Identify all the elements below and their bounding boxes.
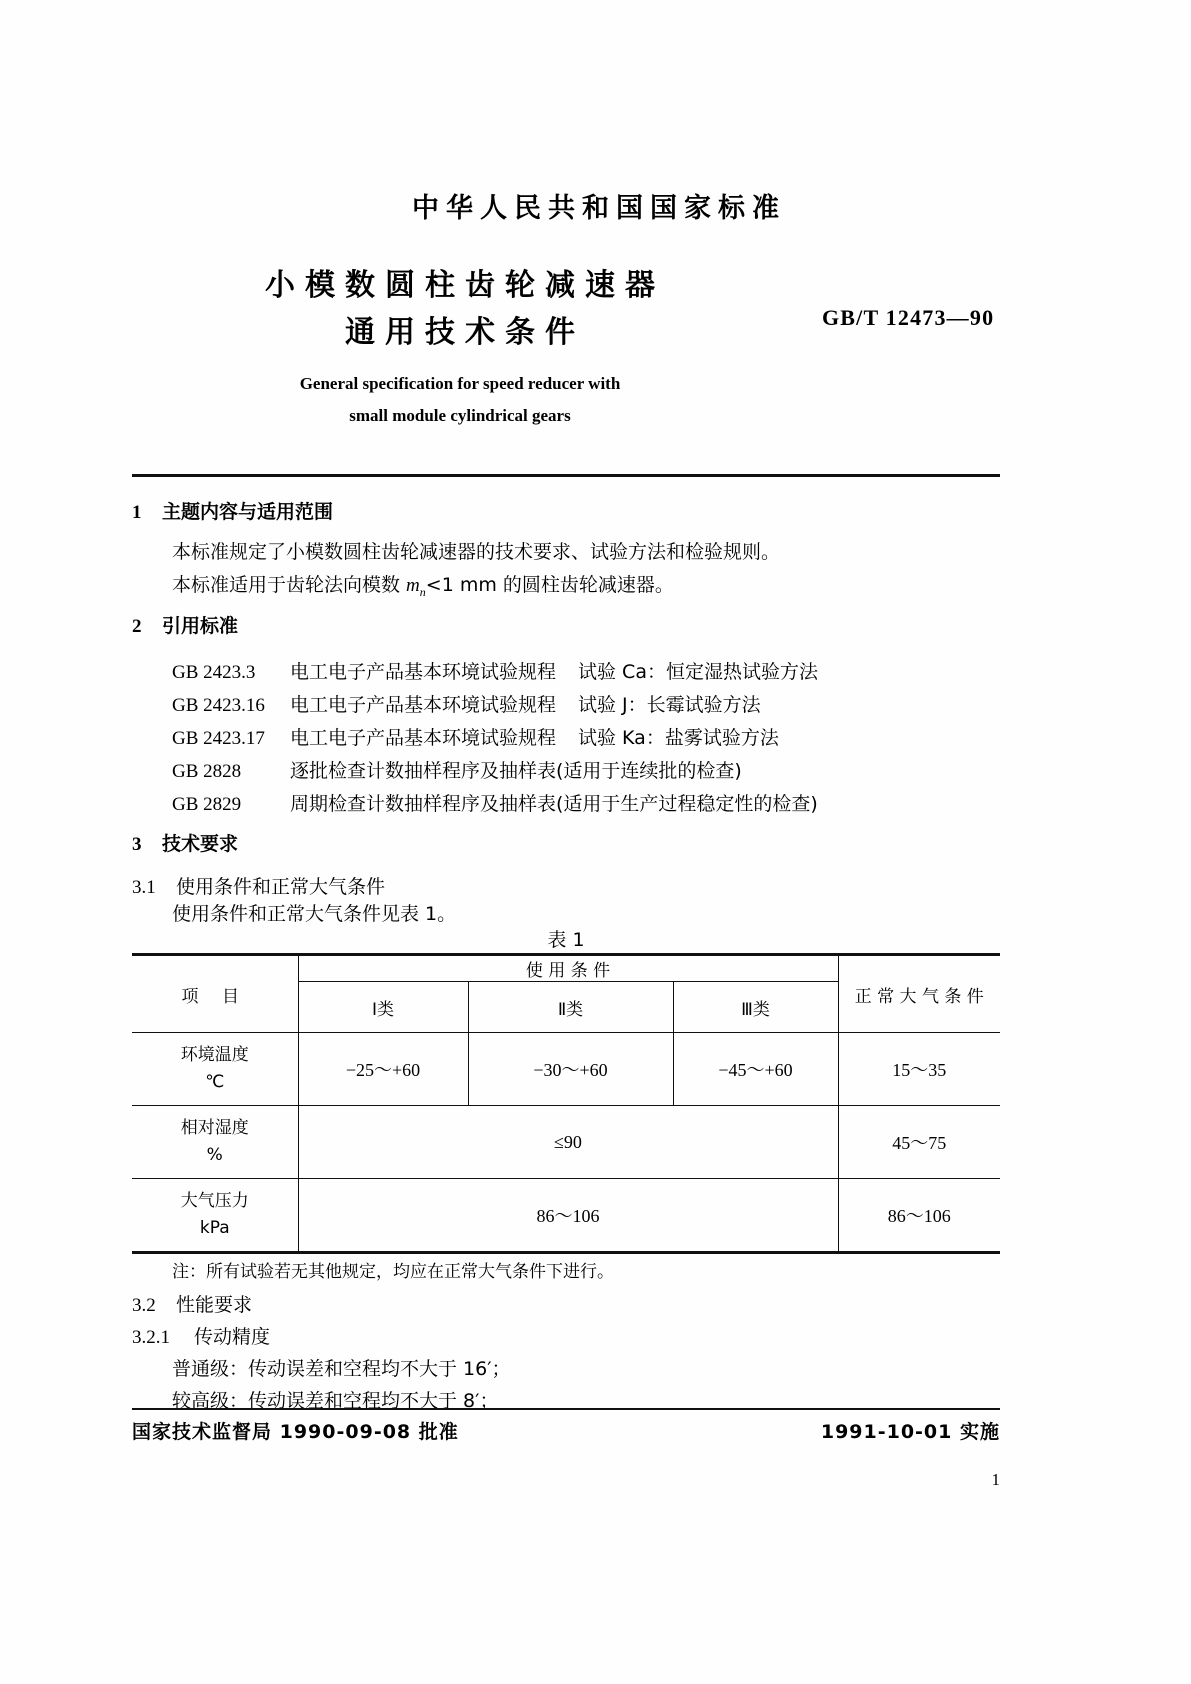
section-2-title: 引用标准 (162, 615, 239, 637)
document-title (140, 262, 780, 356)
section-3-title: 技术要求 (162, 833, 239, 855)
section-3-2-1-heading (132, 1322, 270, 1349)
table-1-note: 注：所有试验若无其他规定，均应在正常大气条件下进行。 (172, 1262, 614, 1282)
reference-title: 电工电子产品基本环境试验规程 (290, 727, 557, 749)
row-item-label (132, 1106, 298, 1179)
header-use-conditions-label: 使 用 条 件 (525, 961, 611, 981)
row-value-merged: 86～106 (298, 1179, 838, 1253)
s1-p2-pre: 本标准适用于齿轮法向模数 (172, 574, 407, 596)
reference-code: GB 2423.17 (172, 728, 265, 749)
footer-divider (132, 1408, 1000, 1410)
english-title (140, 368, 780, 432)
row-value-normal: 45～75 (838, 1106, 1000, 1179)
english-title-line-2: small module cylindrical gears (349, 406, 571, 425)
row-item-label (132, 1179, 298, 1253)
row-value-class-2: −30～+60 (468, 1033, 673, 1106)
section-3-2-1-title: 传动精度 (194, 1326, 271, 1348)
page-number: 1 (991, 1470, 1000, 1489)
reference-title: 周期检查计数抽样程序及抽样表(适用于生产过程稳定性的检查) (290, 793, 818, 815)
row-item-unit: % (206, 1145, 223, 1165)
section-3-1-heading (132, 872, 385, 899)
reference-code: GB 2423.3 (172, 662, 256, 683)
section-3-heading (132, 829, 238, 856)
section-1-paragraph-1: 本标准规定了小模数圆柱齿轮减速器的技术要求、试验方法和检验规则。 (172, 541, 781, 563)
reference-item (172, 657, 818, 684)
section-3-1-title: 使用条件和正常大气条件 (176, 876, 386, 898)
row-value-class-3: −45～+60 (673, 1033, 838, 1106)
section-2-number: 2 (132, 616, 142, 637)
section-1-number: 1 (132, 502, 142, 523)
section-3-2-heading (132, 1290, 252, 1317)
s1-p2-symbol: m (406, 575, 420, 596)
table-row (132, 1106, 1000, 1179)
header-use-conditions (298, 955, 838, 982)
row-item-label (132, 1033, 298, 1106)
standard-number: GB/T 12473—90 (822, 305, 995, 330)
section-3-2-1-number: 3.2.1 (132, 1327, 170, 1348)
row-item-unit: kPa (199, 1218, 230, 1238)
reference-item (172, 690, 761, 717)
row-value-normal: 15～35 (838, 1033, 1000, 1106)
header-normal-atmosphere (838, 955, 1000, 1033)
reference-title: 电工电子产品基本环境试验规程 (290, 661, 557, 683)
header-divider (132, 474, 1000, 477)
reference-title: 电工电子产品基本环境试验规程 (290, 694, 557, 716)
reference-item (172, 789, 818, 816)
row-item-unit: ℃ (205, 1072, 225, 1092)
title-line-1: 小模数圆柱齿轮减速器 (265, 268, 665, 303)
row-value-normal: 86～106 (838, 1179, 1000, 1253)
reference-test: 试验 Ca：恒定湿热试验方法 (578, 661, 818, 683)
reference-test: 试验 J：长霉试验方法 (578, 694, 761, 716)
section-3-1-paragraph: 使用条件和正常大气条件见表 1。 (172, 903, 457, 925)
reference-code: GB 2828 (172, 761, 242, 782)
header-item (132, 955, 298, 1033)
s1-p2-subscript: n (419, 584, 426, 599)
header-class-1-label: Ⅰ类 (371, 999, 394, 1020)
reference-test: 试验 Ka：盐雾试验方法 (578, 727, 779, 749)
implementation-date: 1991-10-01 实施 (820, 1421, 1000, 1443)
reference-title: 逐批检查计数抽样程序及抽样表(适用于连续批的检查) (290, 760, 742, 782)
section-1-heading (132, 497, 333, 524)
table-row (132, 1033, 1000, 1106)
national-standard-label: 中华人民共和国国家标准 (412, 193, 786, 224)
row-value-class-1: −25～+60 (298, 1033, 468, 1106)
table-row (132, 1179, 1000, 1253)
section-2-heading (132, 611, 238, 638)
section-3-2-1-paragraph-1: 普通级：传动误差和空程均不大于 16′； (172, 1358, 511, 1380)
header-item-label: 项 目 (181, 986, 248, 1007)
section-3-2-title: 性能要求 (176, 1294, 253, 1316)
row-value-merged: ≤90 (298, 1106, 838, 1179)
reference-code: GB 2423.16 (172, 695, 265, 716)
header-class-3-label: Ⅲ类 (741, 999, 770, 1020)
header-class-2-label: Ⅱ类 (557, 999, 584, 1020)
header-normal-atmosphere-label: 正 常 大 气 条 件 (854, 986, 984, 1007)
section-3-2-1-paragraph-2: 较高级：传动误差和空程均不大于 8′； (172, 1390, 499, 1412)
row-item-name: 环境温度 (180, 1045, 249, 1065)
section-1-paragraph-2 (172, 570, 674, 600)
section-3-1-number: 3.1 (132, 877, 156, 898)
section-1-title: 主题内容与适用范围 (162, 501, 334, 523)
header-class-2 (468, 982, 673, 1033)
header-class-3 (673, 982, 838, 1033)
approval-statement: 国家技术监督局 1990-09-08 批准 (132, 1421, 459, 1443)
title-line-2: 通用技术条件 (345, 315, 585, 350)
table-1-caption: 表 1 (547, 929, 585, 951)
header-class-1 (298, 982, 468, 1033)
row-item-name: 大气压力 (180, 1191, 249, 1211)
table-1 (132, 953, 1000, 1254)
reference-item (172, 756, 742, 783)
section-3-2-number: 3.2 (132, 1295, 156, 1316)
english-title-line-1: General specification for speed reducer with (299, 374, 621, 393)
reference-code: GB 2829 (172, 794, 242, 815)
row-item-name: 相对湿度 (180, 1118, 249, 1138)
section-3-number: 3 (132, 834, 142, 855)
table-header-row-1 (132, 955, 1000, 982)
reference-item (172, 723, 779, 750)
s1-p2-post: <1 mm 的圆柱齿轮减速器。 (425, 574, 674, 596)
